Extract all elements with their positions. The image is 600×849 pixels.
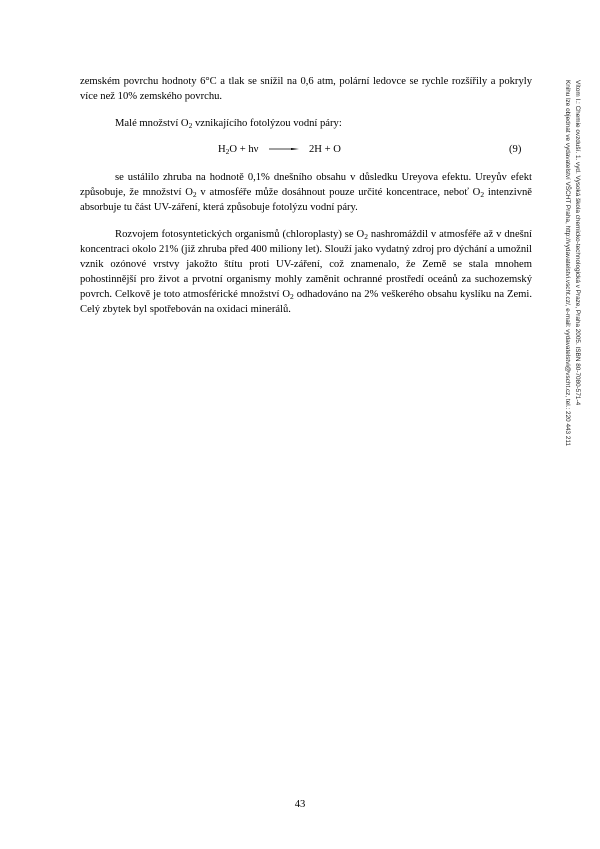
paragraph-1: zemském povrchu hodnoty 6°C a tlak se snížil na 0,6 atm, polární ledovce se rychle rozšířily a pokryly více než 10% zemského povrchu. xyxy=(80,76,532,102)
page-number: 43 xyxy=(294,799,306,810)
equation-9 xyxy=(80,142,532,158)
equation-number: (9) xyxy=(509,144,522,155)
paragraph-4: Rozvojem fotosyntetických organismů (chloroplasty) se $O_2$ nashromáždil v atmosféře až v dnešní koncentraci okolo 21% (již zhruba před 400 miliony let). Slouží jako vydatný zdroj pro dýchání a umožnil vznik ozónové vrstvy jakožto štítu proti UV-záření, což znamenalo, že Země se stala mnohem pohostinnější pro život a prvotní organismy mohly zaměnit ochranné prostředí oceánů za suchozemský povrch. Celkově je toto atmosférické množství $O_2$ odhadováno na 2% veškerého obsahu kyslíku na Zemi. Celý zbytek byl spotřebován na oxidaci minerálů. xyxy=(80,229,533,315)
equation-left-side: $H_2O + h\nu$ xyxy=(218,144,259,156)
body-text xyxy=(80,74,532,317)
side-citation xyxy=(558,80,582,560)
citation-line-1: Vítom I.: Chemie ovzduší. 1. vyd. Vysoká škola chemicko-technologická v Praze, Praha 2005. ISBN 80-7080-571-4 xyxy=(574,80,581,406)
citation-line-2: Knihu lze objednat ve vydavatelství VŠCHT Praha, http://vydavatelstvi.vscht.cz/, e-mail: vydavatelstvi@vscht.cz, tel.: 220 443 211 xyxy=(564,80,571,447)
reaction-arrow-icon xyxy=(269,148,299,150)
paragraph-3: se ustálilo zhruba na hodnotě 0,1% dnešního obsahu v důsledku Ureyova efektu. Ureyův efekt způsobuje, že množství $O_2$ v atmosféře může dosáhnout pouze určité koncentrace, neboť $O_2$ intenzivně absorbuje tu část UV-záření, která způsobuje fotolýzu vodní páry. xyxy=(80,172,532,213)
equation-right-side: 2H + O xyxy=(309,144,341,155)
paragraph-2: Malé množství $O_2$ vznikajícího fotolýzou vodní páry: xyxy=(115,118,342,130)
